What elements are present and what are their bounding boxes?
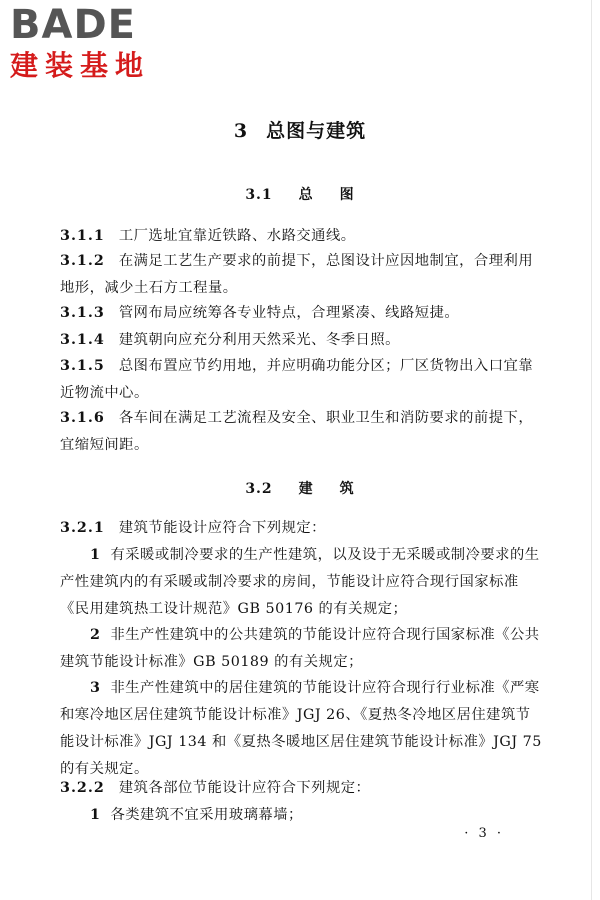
clause-text: 建筑各部位节能设计应符合下列规定： — [118, 780, 371, 796]
section-title-char: 建 — [298, 481, 314, 497]
section-title-char: 图 — [339, 187, 355, 203]
clause-3-2-1 — [60, 515, 542, 542]
list-item-3 — [60, 675, 542, 783]
clause-text: 在满足工艺生产要求的前提下，总图设计应因地制宜，合理利用地形，减少土石方工程量。 — [60, 253, 534, 296]
clause-number: 3.1.5 — [60, 358, 105, 374]
clause-3-1-4 — [60, 327, 542, 354]
clause-text: 建筑朝向应充分利用天然采光、冬季日照。 — [118, 332, 400, 348]
list-item-1 — [60, 542, 542, 623]
section-number: 3.2 — [245, 481, 273, 497]
item-number: 2 — [90, 627, 101, 643]
item-text: 各类建筑不宜采用玻璃幕墙； — [110, 807, 303, 823]
item-number: 1 — [90, 807, 101, 823]
clause-3-1-3 — [60, 300, 542, 327]
page-number: · 3 · — [464, 826, 504, 841]
logo-latin-text: BADE — [10, 2, 136, 48]
logo-chinese-text: 建装基地 — [10, 49, 151, 82]
clause-number: 3.1.3 — [60, 305, 105, 321]
chapter-title: 总图与建筑 — [266, 120, 367, 142]
item-text: 有采暖或制冷要求的生产性建筑，以及设于无采暖或制冷要求的生产性建筑内的有采暖或制冷要求的房间，节能设计应符合现行国家标准《民用建筑热工设计规范》GB 50176 的有关规定； — [60, 547, 540, 617]
section-title-char: 筑 — [339, 481, 355, 497]
list-item-2 — [60, 622, 542, 676]
chapter-number: 3 — [233, 120, 249, 142]
section-number: 3.1 — [245, 187, 273, 203]
clause-number: 3.1.1 — [60, 228, 105, 244]
clause-number: 3.1.6 — [60, 410, 105, 426]
clause-number: 3.1.2 — [60, 253, 105, 269]
section-heading-3-2 — [0, 478, 600, 498]
bade-logo — [10, 4, 185, 82]
item-text: 非生产性建筑中的公共建筑的节能设计应符合现行国家标准《公共建筑节能设计标准》GB 50189 的有关规定； — [60, 627, 540, 670]
clause-text: 总图布置应节约用地，并应明确功能分区；厂区货物出入口宜靠近物流中心。 — [60, 358, 534, 401]
clause-text: 建筑节能设计应符合下列规定： — [118, 520, 326, 536]
clause-text: 工厂选址宜靠近铁路、水路交通线。 — [118, 228, 356, 244]
clause-3-1-5 — [60, 353, 542, 407]
item-number: 1 — [90, 547, 101, 563]
clause-number: 3.2.1 — [60, 520, 105, 536]
clause-text: 管网布局应统筹各专业特点，合理紧凑、线路短捷。 — [118, 305, 460, 321]
clause-3-1-6 — [60, 405, 542, 459]
list-item-3-2-2-1 — [60, 802, 542, 829]
item-text: 非生产性建筑中的居住建筑的节能设计应符合现行行业标准《严寒和寒冷地区居住建筑节能设计标准》JGJ 26、《夏热冬冷地区居住建筑节能设计标准》JGJ 134 和《夏热冬暖地区居住建筑节能设计标准》JGJ 75 的有关规定。 — [60, 680, 542, 777]
section-title-char: 总 — [298, 187, 314, 203]
item-number: 3 — [90, 680, 101, 696]
chapter-heading — [0, 116, 600, 143]
clause-number: 3.2.2 — [60, 780, 105, 796]
clause-text: 各车间在满足工艺流程及安全、职业卫生和消防要求的前提下，宜缩短间距。 — [60, 410, 534, 453]
clause-3-2-2 — [60, 775, 542, 802]
clause-number: 3.1.4 — [60, 332, 105, 348]
clause-3-1-1 — [60, 223, 542, 250]
clause-3-1-2 — [60, 248, 542, 302]
section-heading-3-1 — [0, 184, 600, 204]
